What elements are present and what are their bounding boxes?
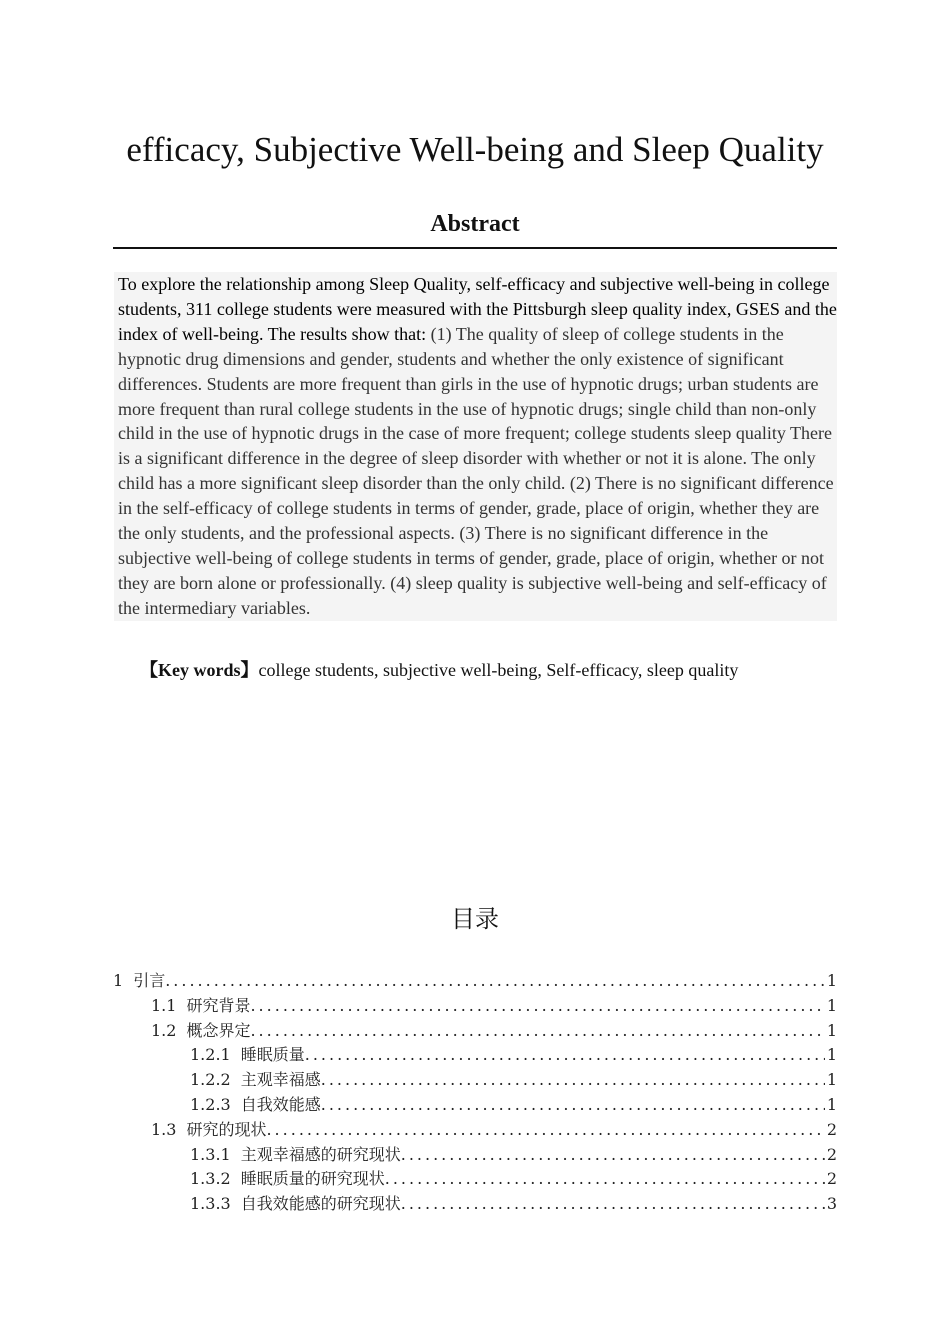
toc-dot-leader (250, 994, 824, 1019)
keywords (140, 657, 840, 683)
toc-entry-number: 1.2.3 (190, 1094, 231, 1114)
toc-entry[interactable] (113, 1068, 837, 1093)
toc-heading: 目录 (451, 905, 499, 933)
abstract-heading: Abstract (430, 211, 520, 237)
toc-dot-leader (321, 1068, 825, 1093)
toc-entry-number: 1.2 (151, 1020, 177, 1040)
toc-entry-number: 1 (113, 971, 124, 990)
toc-entry-number: 1.2.1 (190, 1045, 231, 1065)
toc-entry[interactable] (113, 994, 837, 1019)
toc-dot-leader (385, 1167, 825, 1192)
toc-entry[interactable] (113, 969, 837, 994)
toc-dot-leader (266, 1118, 824, 1143)
abstract-body (114, 272, 837, 621)
toc-entry[interactable] (113, 1019, 837, 1044)
toc-entry-title: 研究背景 (186, 995, 251, 1015)
keywords-label: 【Key words】 (140, 660, 259, 680)
toc-entry-page: 3 (826, 1194, 837, 1214)
toc-entry-title: 主观幸福感的研究现状 (240, 1144, 401, 1164)
toc-entry-title: 睡眠质量的研究现状 (240, 1169, 385, 1189)
toc-dot-leader (401, 1192, 825, 1217)
toc-entry[interactable] (113, 1167, 837, 1192)
document-title: efficacy, Subjective Well-being and Sleep Quality (126, 130, 824, 169)
toc-entry-number: 1.1 (151, 995, 177, 1015)
toc-entry-page: 1 (826, 995, 837, 1015)
toc-entry-page: 1 (826, 1094, 837, 1114)
table-of-contents (113, 969, 837, 1217)
toc-dot-leader (321, 1093, 825, 1118)
toc-dot-leader (250, 1019, 824, 1044)
toc-entry-page: 1 (826, 1020, 837, 1040)
toc-entry[interactable] (113, 1118, 837, 1143)
toc-dot-leader (305, 1043, 825, 1068)
toc-entry[interactable] (113, 1043, 837, 1068)
toc-entry-title: 概念界定 (186, 1020, 251, 1040)
toc-entry[interactable] (113, 1192, 837, 1217)
toc-entry-title: 自我效能感的研究现状 (240, 1194, 401, 1214)
toc-entry-number: 1.3.2 (190, 1169, 231, 1189)
toc-entry-page: 2 (826, 1119, 837, 1139)
toc-entry-page: 1 (826, 971, 837, 990)
toc-entry-number: 1.3.3 (190, 1194, 231, 1214)
heading-divider (113, 247, 837, 249)
toc-entry-number: 1.2.2 (190, 1070, 231, 1090)
keywords-text: college students, subjective well-being, Self-efficacy, sleep quality (258, 660, 739, 680)
toc-entry-page: 1 (826, 1045, 837, 1065)
abstract-lead: To explore the relationship among Sleep Quality, self-efficacy and subjective well-being in college students, 311 college students were measured with the Pittsburgh sleep quality index, GSES and the index of well-being. The results show that: (118, 274, 837, 344)
toc-entry-title: 主观幸福感 (240, 1070, 321, 1090)
toc-entry-page: 1 (826, 1070, 837, 1090)
toc-entry-title: 自我效能感 (240, 1094, 321, 1114)
toc-dot-leader (401, 1143, 825, 1168)
toc-entry-page: 2 (826, 1169, 837, 1189)
toc-entry[interactable] (113, 1093, 837, 1118)
toc-entry-title: 睡眠质量 (240, 1045, 305, 1065)
toc-entry-title: 引言 (133, 971, 166, 990)
toc-entry-number: 1.3.1 (190, 1144, 231, 1164)
toc-entry-page: 2 (826, 1144, 837, 1164)
toc-entry-title: 研究的现状 (186, 1119, 267, 1139)
toc-dot-leader (165, 969, 825, 994)
toc-entry[interactable] (113, 1143, 837, 1168)
toc-entry-number: 1.3 (151, 1119, 177, 1139)
abstract-findings: (1) The quality of sleep of college students in the hypnotic drug dimensions and gender, students and whether the only existence of significant differences. Students are more frequent than girls in the use of hypnotic drugs; urban students are more frequent than rural college students in the use of hypnotic drugs; single child than non-only child in the use of hypnotic drugs in the case of more frequent; college students sleep quality There is a significant difference in the degree of sleep disorder with whether or not it is alone. The only child has a more significant sleep disorder than the only child. (2) There is no significant difference in the self-efficacy of college students in terms of gender, grade, place of origin, whether they are the only students, and the professional aspects. (3) There is no significant difference in the subjective well-being of college students in terms of gender, grade, place of origin, whether or not they are born alone or professionally. (4) sleep quality is subjective well-being and self-efficacy of the intermediary variables. (118, 323, 834, 618)
